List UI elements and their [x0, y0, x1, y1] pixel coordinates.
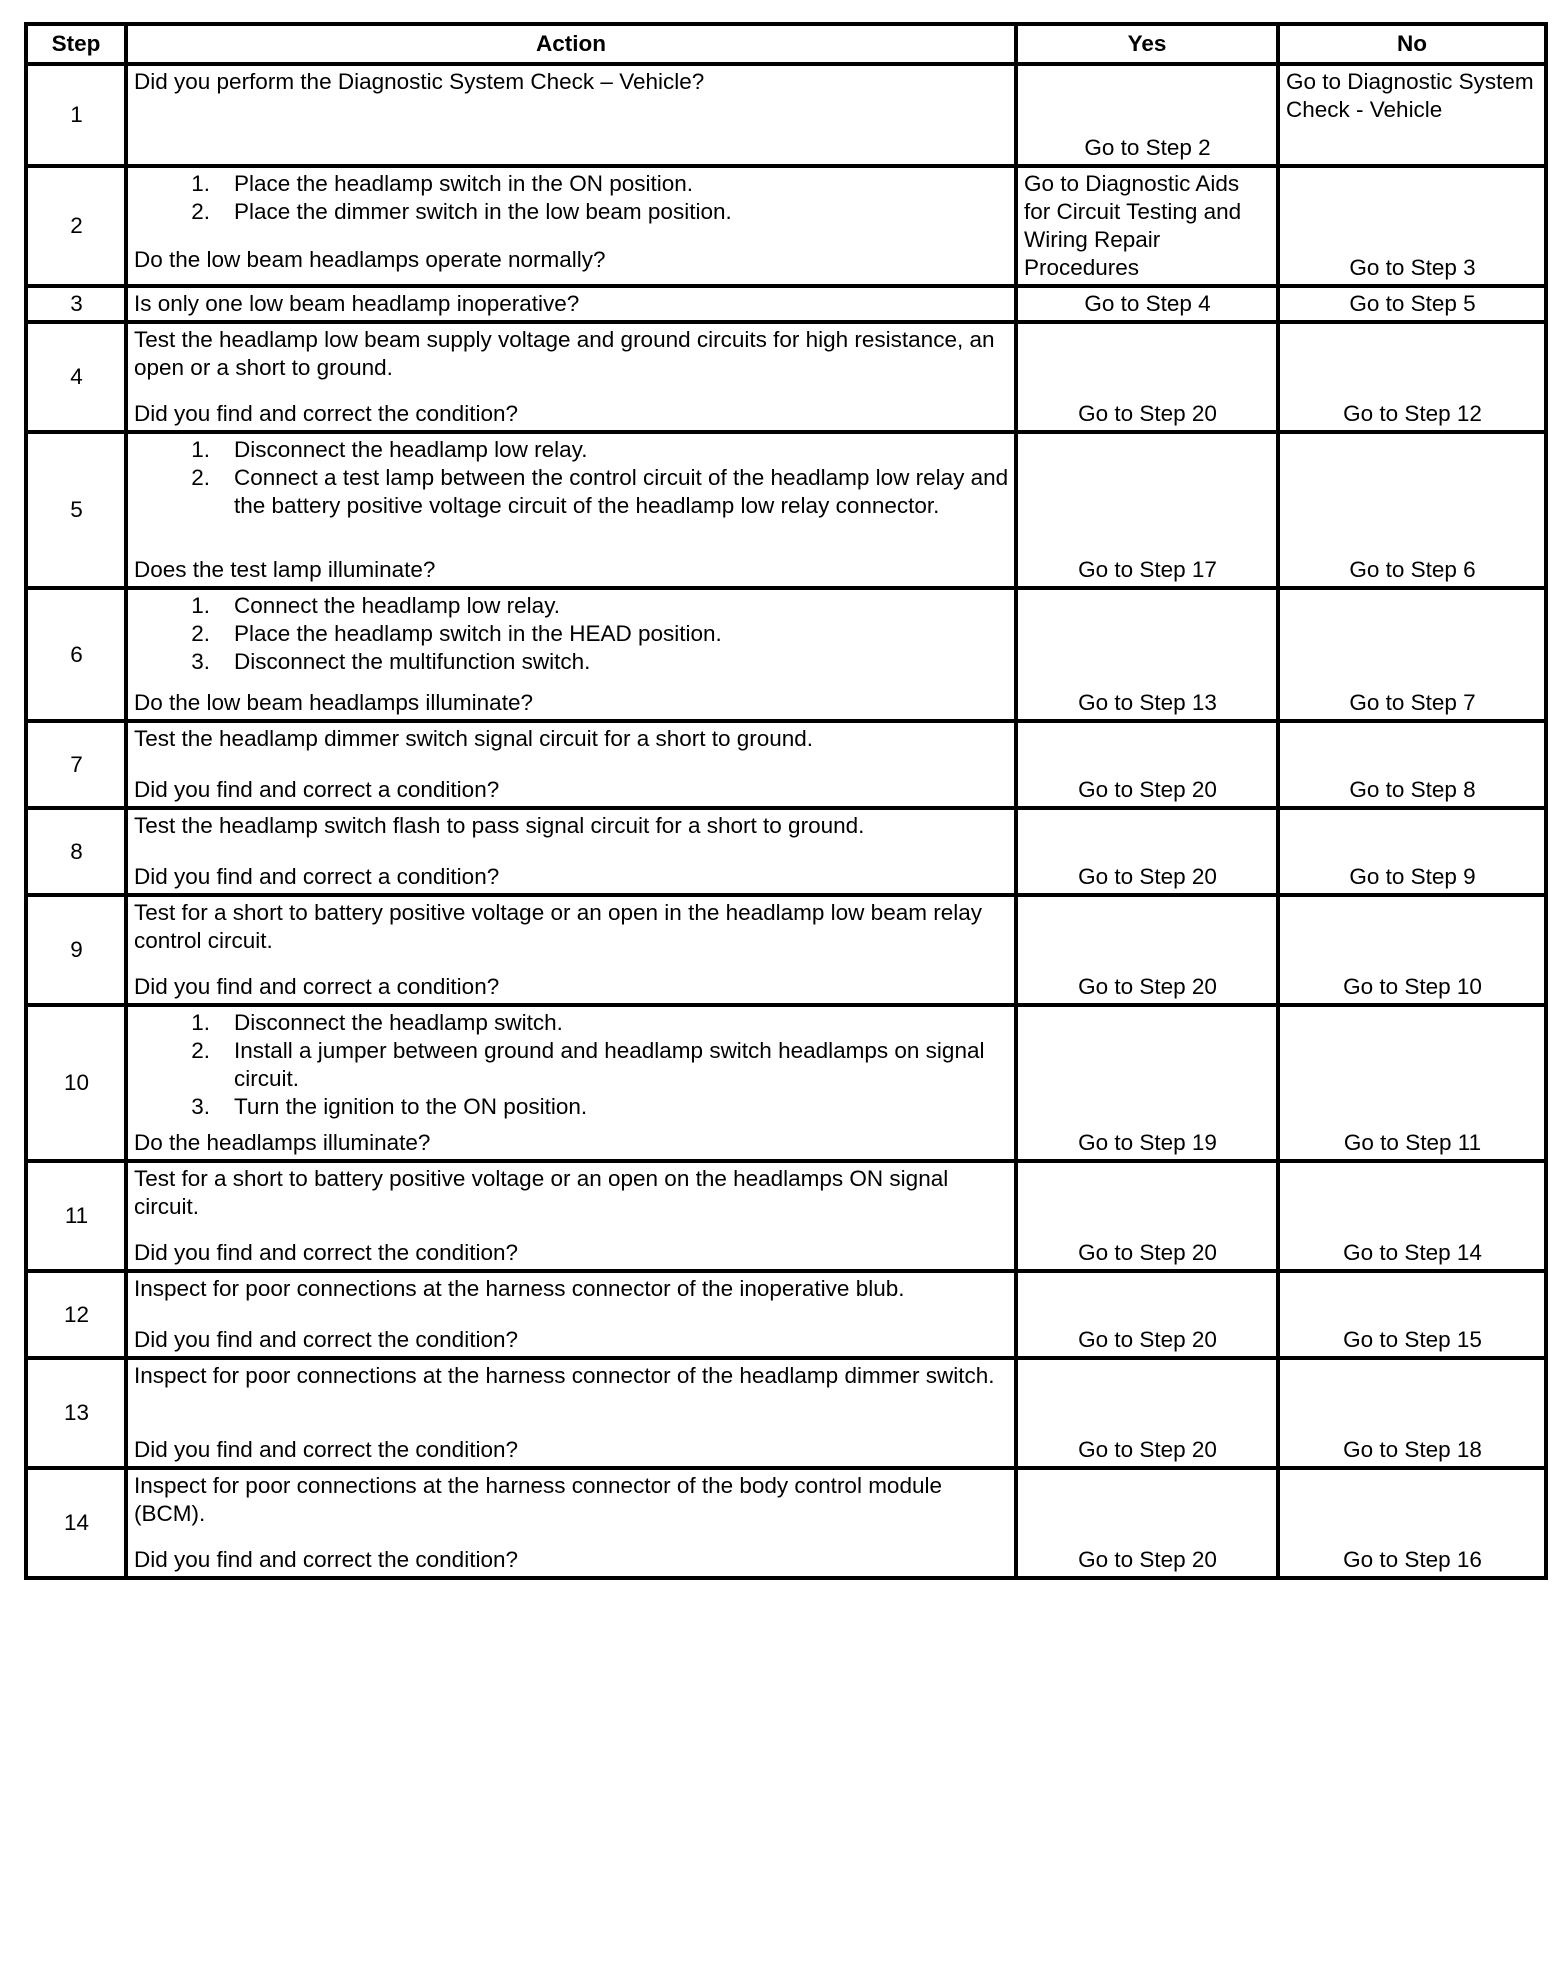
no-result: Go to Step 10 [1278, 895, 1546, 1005]
action-text: Test for a short to battery positive voltage or an open in the headlamp low beam relay control circuit. [134, 900, 982, 953]
no-result: Go to Step 8 [1278, 721, 1546, 808]
yes-result: Go to Diagnostic Aids for Circuit Testing and Wiring Repair Procedures [1016, 166, 1278, 286]
yes-result: Go to Step 20 [1016, 1468, 1278, 1578]
step-number: 5 [26, 432, 126, 588]
action-question: Do the low beam headlamps illuminate? [134, 690, 533, 715]
table-row [26, 1468, 1546, 1578]
step-number: 4 [26, 322, 126, 432]
action-steps-list [134, 436, 1009, 520]
action-cell [126, 1468, 1016, 1578]
action-cell [126, 432, 1016, 588]
table-row [26, 1358, 1546, 1468]
table-row [26, 808, 1546, 895]
diagnostic-page [24, 22, 1544, 1580]
yes-result: Go to Step 4 [1016, 286, 1278, 322]
list-item-text: Install a jumper between ground and headlamp switch headlamps on signal circuit. [234, 1038, 985, 1091]
action-text: Test for a short to battery positive voltage or an open on the headlamps ON signal circuit. [134, 1166, 949, 1219]
list-item-text: Place the dimmer switch in the low beam position. [234, 199, 732, 224]
step-number: 8 [26, 808, 126, 895]
action-text: Inspect for poor connections at the harness connector of the body control module (BCM). [134, 1473, 942, 1526]
list-item [134, 1093, 1009, 1121]
list-item-text: Connect a test lamp between the control circuit of the headlamp low relay and the battery positive voltage circuit of the headlamp low relay connector. [234, 465, 1009, 518]
step-number: 7 [26, 721, 126, 808]
list-item-text: Connect the headlamp low relay. [234, 593, 561, 618]
yes-result: Go to Step 20 [1016, 322, 1278, 432]
action-text: Did you perform the Diagnostic System Check – Vehicle? [134, 69, 705, 94]
list-item [134, 648, 1009, 676]
list-item [134, 620, 1009, 648]
no-result: Go to Step 18 [1278, 1358, 1546, 1468]
header-step: Step [26, 24, 126, 64]
action-steps-list [134, 1009, 1009, 1121]
header-no: No [1278, 24, 1546, 64]
action-text: Inspect for poor connections at the harness connector of the inoperative blub. [134, 1276, 905, 1301]
list-item-number: 3. [191, 649, 210, 674]
list-item-text: Disconnect the headlamp switch. [234, 1010, 563, 1035]
yes-result: Go to Step 20 [1016, 1161, 1278, 1271]
action-cell [126, 322, 1016, 432]
action-text: Inspect for poor connections at the harness connector of the headlamp dimmer switch. [134, 1363, 995, 1388]
table-row [26, 322, 1546, 432]
action-steps-list [134, 592, 1009, 676]
action-text: Test the headlamp dimmer switch signal circuit for a short to ground. [134, 726, 814, 751]
action-cell [126, 1271, 1016, 1358]
action-text: Is only one low beam headlamp inoperative? [134, 291, 580, 316]
action-cell [126, 1005, 1016, 1161]
yes-result: Go to Step 2 [1016, 64, 1278, 166]
yes-result: Go to Step 17 [1016, 432, 1278, 588]
step-number: 11 [26, 1161, 126, 1271]
action-cell [126, 1358, 1016, 1468]
list-item-number: 1. [191, 437, 210, 462]
table-header-row [26, 24, 1546, 64]
list-item-text: Disconnect the multifunction switch. [234, 649, 591, 674]
list-item-number: 2. [191, 621, 210, 646]
list-item-number: 1. [191, 171, 210, 196]
table-row [26, 721, 1546, 808]
action-question: Did you find and correct a condition? [134, 777, 500, 802]
list-item-number: 1. [191, 1010, 210, 1035]
table-row [26, 166, 1546, 286]
header-action: Action [126, 24, 1016, 64]
table-row [26, 286, 1546, 322]
list-item-text: Place the headlamp switch in the ON position. [234, 171, 693, 196]
no-result: Go to Step 16 [1278, 1468, 1546, 1578]
table-row [26, 895, 1546, 1005]
list-item [134, 1009, 1009, 1037]
list-item-number: 2. [191, 465, 210, 490]
action-cell [126, 286, 1016, 322]
no-result: Go to Step 14 [1278, 1161, 1546, 1271]
list-item-text: Place the headlamp switch in the HEAD position. [234, 621, 722, 646]
diagnostic-table [24, 22, 1548, 1580]
action-text: Test the headlamp switch flash to pass signal circuit for a short to ground. [134, 813, 865, 838]
yes-result: Go to Step 20 [1016, 895, 1278, 1005]
no-result: Go to Step 7 [1278, 588, 1546, 721]
list-item-text: Disconnect the headlamp low relay. [234, 437, 588, 462]
action-question: Do the low beam headlamps operate normally? [134, 247, 606, 272]
list-item-number: 2. [191, 1038, 210, 1063]
step-number: 14 [26, 1468, 126, 1578]
yes-result: Go to Step 19 [1016, 1005, 1278, 1161]
table-row [26, 588, 1546, 721]
action-text: Test the headlamp low beam supply voltage and ground circuits for high resistance, an open or a short to ground. [134, 327, 995, 380]
header-yes: Yes [1016, 24, 1278, 64]
table-row [26, 64, 1546, 166]
action-question: Did you find and correct a condition? [134, 974, 500, 999]
action-cell [126, 808, 1016, 895]
action-question: Did you find and correct the condition? [134, 1437, 518, 1462]
table-body [26, 64, 1546, 1578]
yes-result: Go to Step 20 [1016, 1358, 1278, 1468]
no-result: Go to Step 9 [1278, 808, 1546, 895]
action-question: Did you find and correct the condition? [134, 401, 518, 426]
yes-result: Go to Step 20 [1016, 1271, 1278, 1358]
step-number: 2 [26, 166, 126, 286]
list-item-number: 3. [191, 1094, 210, 1119]
action-question: Did you find and correct the condition? [134, 1547, 518, 1572]
list-item [134, 436, 1009, 464]
yes-result: Go to Step 13 [1016, 588, 1278, 721]
list-item [134, 464, 1009, 520]
action-question: Did you find and correct the condition? [134, 1327, 518, 1352]
step-number: 6 [26, 588, 126, 721]
action-question: Did you find and correct the condition? [134, 1240, 518, 1265]
list-item-text: Turn the ignition to the ON position. [234, 1094, 588, 1119]
table-row [26, 1005, 1546, 1161]
table-row [26, 1271, 1546, 1358]
no-result: Go to Step 12 [1278, 322, 1546, 432]
yes-result: Go to Step 20 [1016, 808, 1278, 895]
step-number: 13 [26, 1358, 126, 1468]
no-result: Go to Step 3 [1278, 166, 1546, 286]
table-row [26, 432, 1546, 588]
no-result: Go to Diagnostic System Check - Vehicle [1278, 64, 1546, 166]
step-number: 12 [26, 1271, 126, 1358]
step-number: 9 [26, 895, 126, 1005]
yes-result: Go to Step 20 [1016, 721, 1278, 808]
action-question: Does the test lamp illuminate? [134, 557, 436, 582]
action-cell [126, 895, 1016, 1005]
action-question: Do the headlamps illuminate? [134, 1130, 431, 1155]
action-cell [126, 721, 1016, 808]
no-result: Go to Step 5 [1278, 286, 1546, 322]
action-cell [126, 166, 1016, 286]
step-number: 3 [26, 286, 126, 322]
list-item [134, 170, 1009, 198]
list-item [134, 592, 1009, 620]
step-number: 1 [26, 64, 126, 166]
list-item-number: 2. [191, 199, 210, 224]
action-cell [126, 64, 1016, 166]
no-result: Go to Step 6 [1278, 432, 1546, 588]
action-steps-list [134, 170, 1009, 226]
action-cell [126, 1161, 1016, 1271]
table-row [26, 1161, 1546, 1271]
list-item [134, 1037, 1009, 1093]
step-number: 10 [26, 1005, 126, 1161]
list-item-number: 1. [191, 593, 210, 618]
list-item [134, 198, 1009, 226]
action-cell [126, 588, 1016, 721]
no-result: Go to Step 15 [1278, 1271, 1546, 1358]
action-question: Did you find and correct a condition? [134, 864, 500, 889]
no-result: Go to Step 11 [1278, 1005, 1546, 1161]
